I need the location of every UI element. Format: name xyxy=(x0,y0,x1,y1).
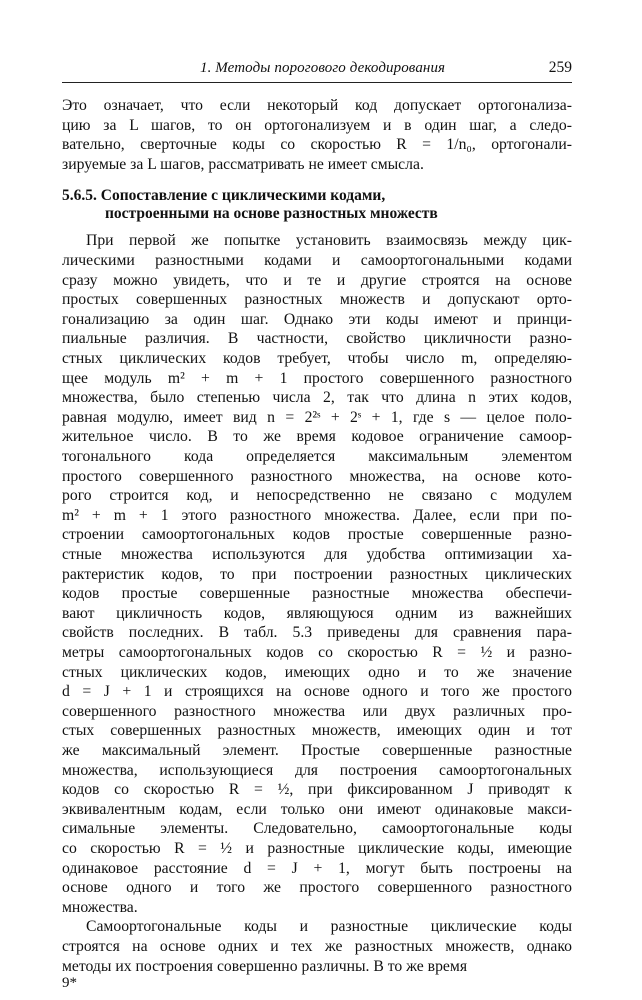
text-line: тогонального кода определяется максимальным элементом xyxy=(62,448,572,465)
text-line: лическими разностными кодами и самоортогональными кодами xyxy=(62,252,572,269)
text-line: сразу можно увидеть, что и те и другие строятся на основе xyxy=(62,271,572,289)
sheet-signature: 9* xyxy=(62,975,77,991)
text-line: d = J + 1 и строящихся на основе одного и того же простого xyxy=(62,683,572,701)
text-line: цию за L шагов, то он ортогонализуем и в один шаг, а следо- xyxy=(62,116,572,134)
text-line: методы их построения совершенно различны. В то же время xyxy=(62,957,468,975)
text-line: зируемые за L шагов, рассматривать не имеет смысла. xyxy=(62,155,424,173)
text-line: со скоростью R = ½ и разностные циклические коды, имеющие xyxy=(62,840,572,857)
text-line: простого совершенного разностного множества, на основе кото- xyxy=(62,467,572,485)
text-line: стных циклических кодов требует, чтобы число m, определяю- xyxy=(62,350,572,367)
text-line: строятся на основе одних и тех же разностных множеств, однако xyxy=(62,938,572,955)
running-header xyxy=(62,58,572,83)
text-line: щее модуль m² + m + 1 простого совершенного разностного xyxy=(62,369,572,387)
text-line: простых совершенных разностных множеств и допускают орто- xyxy=(62,291,572,309)
text-line: пиальные различия. В частности, свойство цикличности разно- xyxy=(62,330,572,348)
text-line: стные множества используются для удобства оптимизации ха- xyxy=(62,546,572,563)
text-line: множества, было степенью числа 2, так что длина n этих кодов, xyxy=(62,389,572,407)
text-line: симальные элементы. Следовательно, самоортогональные коды xyxy=(62,820,572,838)
text-line: строении самоортогональных кодов простые совершенные разно- xyxy=(62,526,572,544)
chapter-title: 1. Методы порогового декодирования xyxy=(200,60,446,76)
text-line: рого строится код, и непосредственно не связано с модулем xyxy=(62,487,572,505)
text-line: жительное число. В то же время кодовое ограничение самоор- xyxy=(62,428,572,446)
text-line: метры самоортогональных кодов со скоростью R = ½ и разно- xyxy=(62,644,572,661)
text-line: гонализацию за один шаг. Однако эти коды имеют и принци- xyxy=(62,310,572,328)
page-number: 259 xyxy=(548,59,572,76)
text-line: кодов со скоростью R = ½, при фиксированном J приводят к xyxy=(62,781,572,799)
text-line: же максимальный элемент. Простые совершенные разностные xyxy=(62,742,572,759)
text-line: вают цикличность кодов, являющуюся одним из важнейших xyxy=(62,604,572,622)
text-line: Самоортогональные коды и разностные циклические коды xyxy=(86,918,572,936)
text-line: множества. xyxy=(62,898,138,916)
section-title-line1: Сопоставление с циклическими кодами, xyxy=(100,187,386,205)
text-line: кодов простые совершенные разностные множества обеспечи- xyxy=(62,585,572,603)
section-number: 5.6.5. xyxy=(62,187,97,205)
text-line: равная модулю, имеет вид n = 2²ˢ + 2ˢ + 1, где s — целое поло- xyxy=(62,408,572,426)
text-line: При первой же попытке установить взаимосвязь между цик- xyxy=(86,232,572,250)
text-line: вательно, сверточные коды со скоростью R = 1/n₀, ортогонали- xyxy=(62,136,572,154)
text-line: стных циклических кодов, имеющих одно и то же значение xyxy=(62,663,572,681)
text-line: одинаковое расстояние d = J + 1, могут быть построены на xyxy=(62,859,572,877)
text-line: основе одного и того же простого совершенного разностного xyxy=(62,879,572,897)
text-line: эквивалентным кодам, если только они имеют одинаковые макси- xyxy=(62,800,572,818)
text-line: m² + m + 1 этого разностного множества. Далее, если при по- xyxy=(62,506,572,524)
section-heading xyxy=(62,186,385,206)
text-line: стых совершенных разностных множеств, имеющих один и тот xyxy=(62,722,572,740)
text-line: Это означает, что если некоторый код допускает ортогонализа- xyxy=(62,97,572,114)
text-line: свойств последних. В табл. 5.3 приведены для сравнения пара- xyxy=(62,624,572,642)
text-line: множества, использующиеся для построения самоортогональных xyxy=(62,761,572,779)
text-line: совершенного разностного множества или двух различных про- xyxy=(62,702,572,720)
text-line: рактеристик кодов, то при построении разностных циклических xyxy=(62,565,572,583)
section-title-line2: построенными на основе разностных множеств xyxy=(105,205,438,223)
